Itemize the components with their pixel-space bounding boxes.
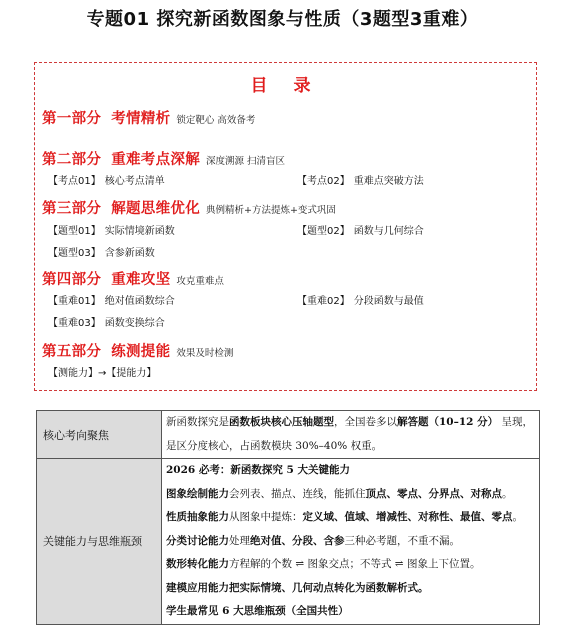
part-name: 练测提能 [111, 344, 171, 360]
item-text: 函数变换综合 [104, 318, 165, 329]
text-run: ，全国卷多以 [334, 416, 397, 428]
item-text: 【测能力】→【提能力】 [48, 368, 157, 379]
row-content [162, 459, 540, 625]
item-text: 实际情境新函数 [104, 226, 175, 237]
item-text: 绝对值函数综合 [104, 296, 175, 307]
content-line [166, 506, 535, 530]
part-note: 效果及时检测 [176, 348, 234, 359]
content-line [166, 553, 535, 577]
item-text: 核心考点清单 [104, 176, 165, 187]
content-line [166, 530, 535, 554]
toc-box [34, 62, 537, 391]
content-footer: 学生最常见 6 大思维瓶颈（全国共性） [166, 605, 349, 617]
item-tag: 【考点01】 [48, 176, 101, 187]
table-row [37, 459, 540, 625]
text-run-bold: 分类讨论能力 [166, 534, 229, 547]
item-tag: 【重难02】 [297, 296, 350, 307]
text-run-bold: 函数板块核心压轴题型 [229, 416, 334, 428]
toc-heading: 目 录 [250, 76, 321, 96]
row-label: 关键能力与思维瓶颈 [37, 459, 162, 625]
item-tag: 【题型03】 [48, 248, 101, 259]
content-line: 是区分度核心，占函数模块 30%–40% 权重。 [166, 439, 383, 452]
part-label: 第四部分 [42, 272, 102, 288]
text-run: 三种必考题，不重不漏。 [344, 534, 460, 547]
content-line [166, 577, 535, 601]
item-tag: 【考点02】 [297, 176, 350, 187]
toc-item[interactable] [48, 244, 155, 259]
part-label: 第五部分 [42, 344, 102, 360]
part-note: 锁定靶心 高效备考 [176, 115, 256, 126]
toc-part-1[interactable] [42, 107, 255, 128]
text-run: 会列表、描点、连线，能抓住 [229, 487, 366, 500]
text-run-bold: 数形转化能力 [166, 558, 229, 570]
text-run-bold: 绝对值、分段、含参 [250, 534, 345, 547]
content-line [166, 483, 535, 507]
text-run-bold: 把实际情境、几何动点转化为函数解析式。 [229, 581, 429, 594]
part-label: 第三部分 [42, 201, 102, 217]
part-name: 考情精析 [111, 111, 171, 127]
part-label: 第二部分 [42, 152, 102, 168]
part-note: 攻克重难点 [176, 276, 224, 287]
item-text: 函数与几何综合 [353, 226, 424, 237]
part-name: 重难攻坚 [111, 272, 171, 288]
toc-part-2[interactable] [42, 148, 285, 169]
text-run: 。 [512, 511, 523, 523]
part-name: 解题思维优化 [111, 201, 201, 217]
text-run: 从图象中提炼： [229, 511, 303, 523]
toc-item[interactable] [48, 292, 175, 307]
item-text: 分段函数与最值 [353, 296, 424, 307]
part-title [42, 340, 170, 361]
part-name: 重难考点深解 [111, 152, 201, 168]
text-run-bold: 建模应用能力 [166, 581, 229, 594]
toc-part-3[interactable] [42, 197, 336, 218]
text-run-bold: 定义域、值域、增减性、对称性、最值、零点 [302, 511, 513, 523]
toc-item[interactable] [48, 314, 165, 329]
part-title [42, 107, 170, 128]
toc-part-4[interactable] [42, 268, 224, 289]
text-run: 呈现， [501, 416, 533, 428]
part-title [42, 197, 200, 218]
text-run-bold: 图象绘制能力 [166, 487, 229, 500]
row-label: 核心考向聚焦 [37, 411, 162, 459]
part-title [42, 268, 170, 289]
info-table [36, 410, 540, 625]
toc-item[interactable] [297, 292, 424, 307]
text-run: 新函数探究是 [166, 416, 229, 428]
document-title: 专题01 探究新函数图象与性质（3题型3重难） [86, 9, 479, 30]
toc-item[interactable] [297, 172, 424, 187]
item-tag: 【重难01】 [48, 296, 101, 307]
part-note: 典例精析+方法提炼+变式巩固 [206, 205, 336, 216]
text-run-bold: 解答题（10–12 分） [397, 416, 499, 428]
part-title [42, 148, 200, 169]
text-run-bold: 顶点、零点、分界点、对称点 [365, 487, 502, 500]
table-row [37, 411, 540, 459]
item-tag: 【重难03】 [48, 318, 101, 329]
item-text: 含参新函数 [104, 248, 155, 259]
toc-item[interactable] [48, 222, 175, 237]
text-run: 方程解的个数 ⇌ 图象交点；不等式 ⇌ 图象上下位置。 [229, 558, 481, 570]
text-run: 处理 [229, 534, 250, 547]
toc-item[interactable] [297, 222, 424, 237]
item-tag: 【题型01】 [48, 226, 101, 237]
content-line [166, 411, 535, 435]
part-note: 深度溯源 扫清盲区 [206, 156, 286, 167]
row-content [162, 411, 540, 459]
content-heading: 2026 必考：新函数探究 5 大关键能力 [166, 464, 350, 476]
item-tag: 【题型02】 [297, 226, 350, 237]
text-run-bold: 性质抽象能力 [166, 511, 229, 523]
text-run: 。 [502, 487, 513, 500]
toc-item[interactable] [48, 172, 165, 187]
toc-item[interactable] [48, 364, 156, 379]
toc-part-5[interactable] [42, 340, 233, 361]
part-label: 第一部分 [42, 111, 102, 127]
item-text: 重难点突破方法 [353, 176, 424, 187]
